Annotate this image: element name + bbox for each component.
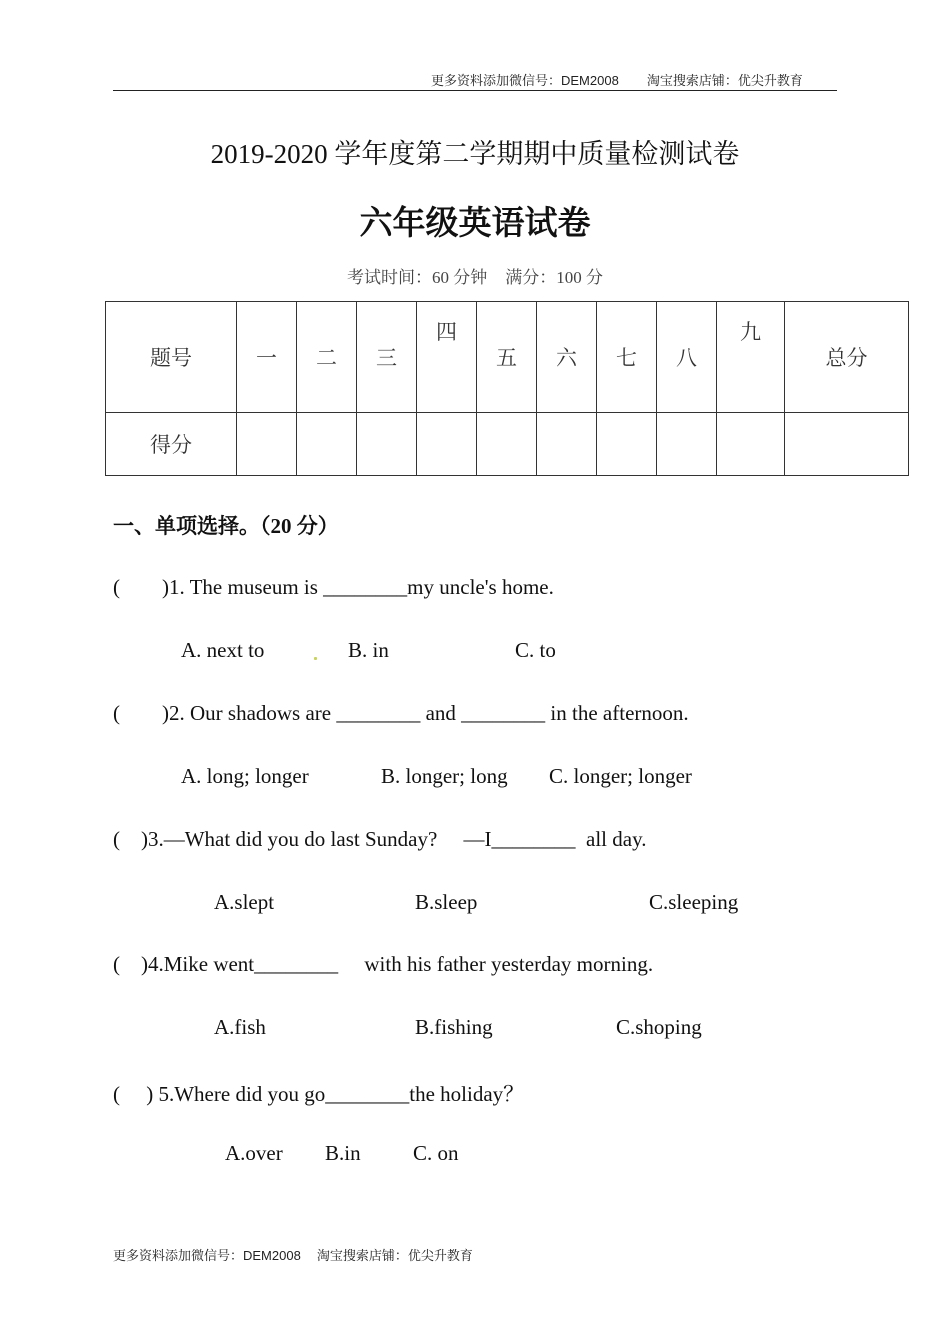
question-2-option-c: C. longer; longer xyxy=(549,764,692,788)
score-cell[interactable] xyxy=(717,413,785,476)
question-5-option-c: C. on xyxy=(413,1141,459,1165)
score-cell[interactable] xyxy=(597,413,657,476)
score-cell[interactable] xyxy=(537,413,597,476)
exam-time: 考试时间：60 分钟 xyxy=(347,268,488,287)
score-cell[interactable] xyxy=(297,413,357,476)
footer-shop-text: 淘宝搜索店铺：优尖升教育 xyxy=(316,1248,473,1263)
page-footer xyxy=(113,1245,473,1264)
score-cell[interactable] xyxy=(657,413,717,476)
question-5-option-a: A.over xyxy=(225,1141,283,1165)
score-cell[interactable] xyxy=(417,413,477,476)
page-header xyxy=(431,70,803,89)
header-divider xyxy=(113,90,837,91)
exam-info xyxy=(0,263,950,288)
question-1-option-c: C. to xyxy=(515,638,556,662)
question-1-option-b: B. in xyxy=(348,638,389,662)
question-3-option-b: B.sleep xyxy=(415,890,478,914)
full-score: 满分：100 分 xyxy=(505,268,603,287)
col-7: 七 xyxy=(597,302,657,413)
question-2-option-a: A. long; longer xyxy=(181,764,309,788)
question-5-option-b: B.in xyxy=(325,1141,361,1165)
scan-speck xyxy=(314,657,317,660)
col-9: 九 xyxy=(717,302,785,413)
col-6: 六 xyxy=(537,302,597,413)
score-cell-total[interactable] xyxy=(785,413,909,476)
score-cell[interactable] xyxy=(237,413,297,476)
col-4: 四 xyxy=(417,302,477,413)
subject-title: 六年级英语试卷 xyxy=(359,206,591,242)
col-1: 一 xyxy=(237,302,297,413)
col-3: 三 xyxy=(357,302,417,413)
question-5-stem: ( ) 5.Where did you go________the holiday？ xyxy=(113,1082,525,1106)
footer-wechat-text: 更多资料添加微信号：DEM2008 xyxy=(113,1248,301,1263)
section-heading: 一、单项选择。（20 分） xyxy=(113,514,339,538)
score-cell[interactable] xyxy=(477,413,537,476)
score-table-score-row xyxy=(106,413,909,476)
row-label-question-number: 题号 xyxy=(106,302,237,413)
question-4-option-b: B.fishing xyxy=(415,1015,493,1039)
question-4-option-c: C.shoping xyxy=(616,1015,702,1039)
question-2-option-b: B. longer; long xyxy=(381,764,508,788)
col-2: 二 xyxy=(297,302,357,413)
question-3-option-a: A.slept xyxy=(214,890,275,914)
score-table-header-row xyxy=(106,302,909,413)
score-table xyxy=(105,301,909,476)
question-1-stem: ( )1. The museum is ________my uncle's home. xyxy=(113,575,554,599)
col-5: 五 xyxy=(477,302,537,413)
header-wechat-text: 更多资料添加微信号：DEM2008 xyxy=(431,73,619,88)
row-label-score: 得分 xyxy=(106,413,237,476)
exam-title: 2019-2020 学年度第二学期期中质量检测试卷 xyxy=(210,139,740,169)
col-8: 八 xyxy=(657,302,717,413)
col-total: 总分 xyxy=(785,302,909,413)
question-3-option-c: C.sleeping xyxy=(649,890,739,914)
question-3-stem: ( )3.—What did you do last Sunday? —I________ all day. xyxy=(113,827,647,851)
question-2-stem: ( )2. Our shadows are ________ and ________ in the afternoon. xyxy=(113,701,689,725)
question-1-option-a: A. next to xyxy=(181,638,265,662)
score-cell[interactable] xyxy=(357,413,417,476)
header-shop-text: 淘宝搜索店铺：优尖升教育 xyxy=(646,73,803,88)
question-4-stem: ( )4.Mike went________ with his father yesterday morning. xyxy=(113,952,654,976)
question-4-option-a: A.fish xyxy=(214,1015,266,1039)
